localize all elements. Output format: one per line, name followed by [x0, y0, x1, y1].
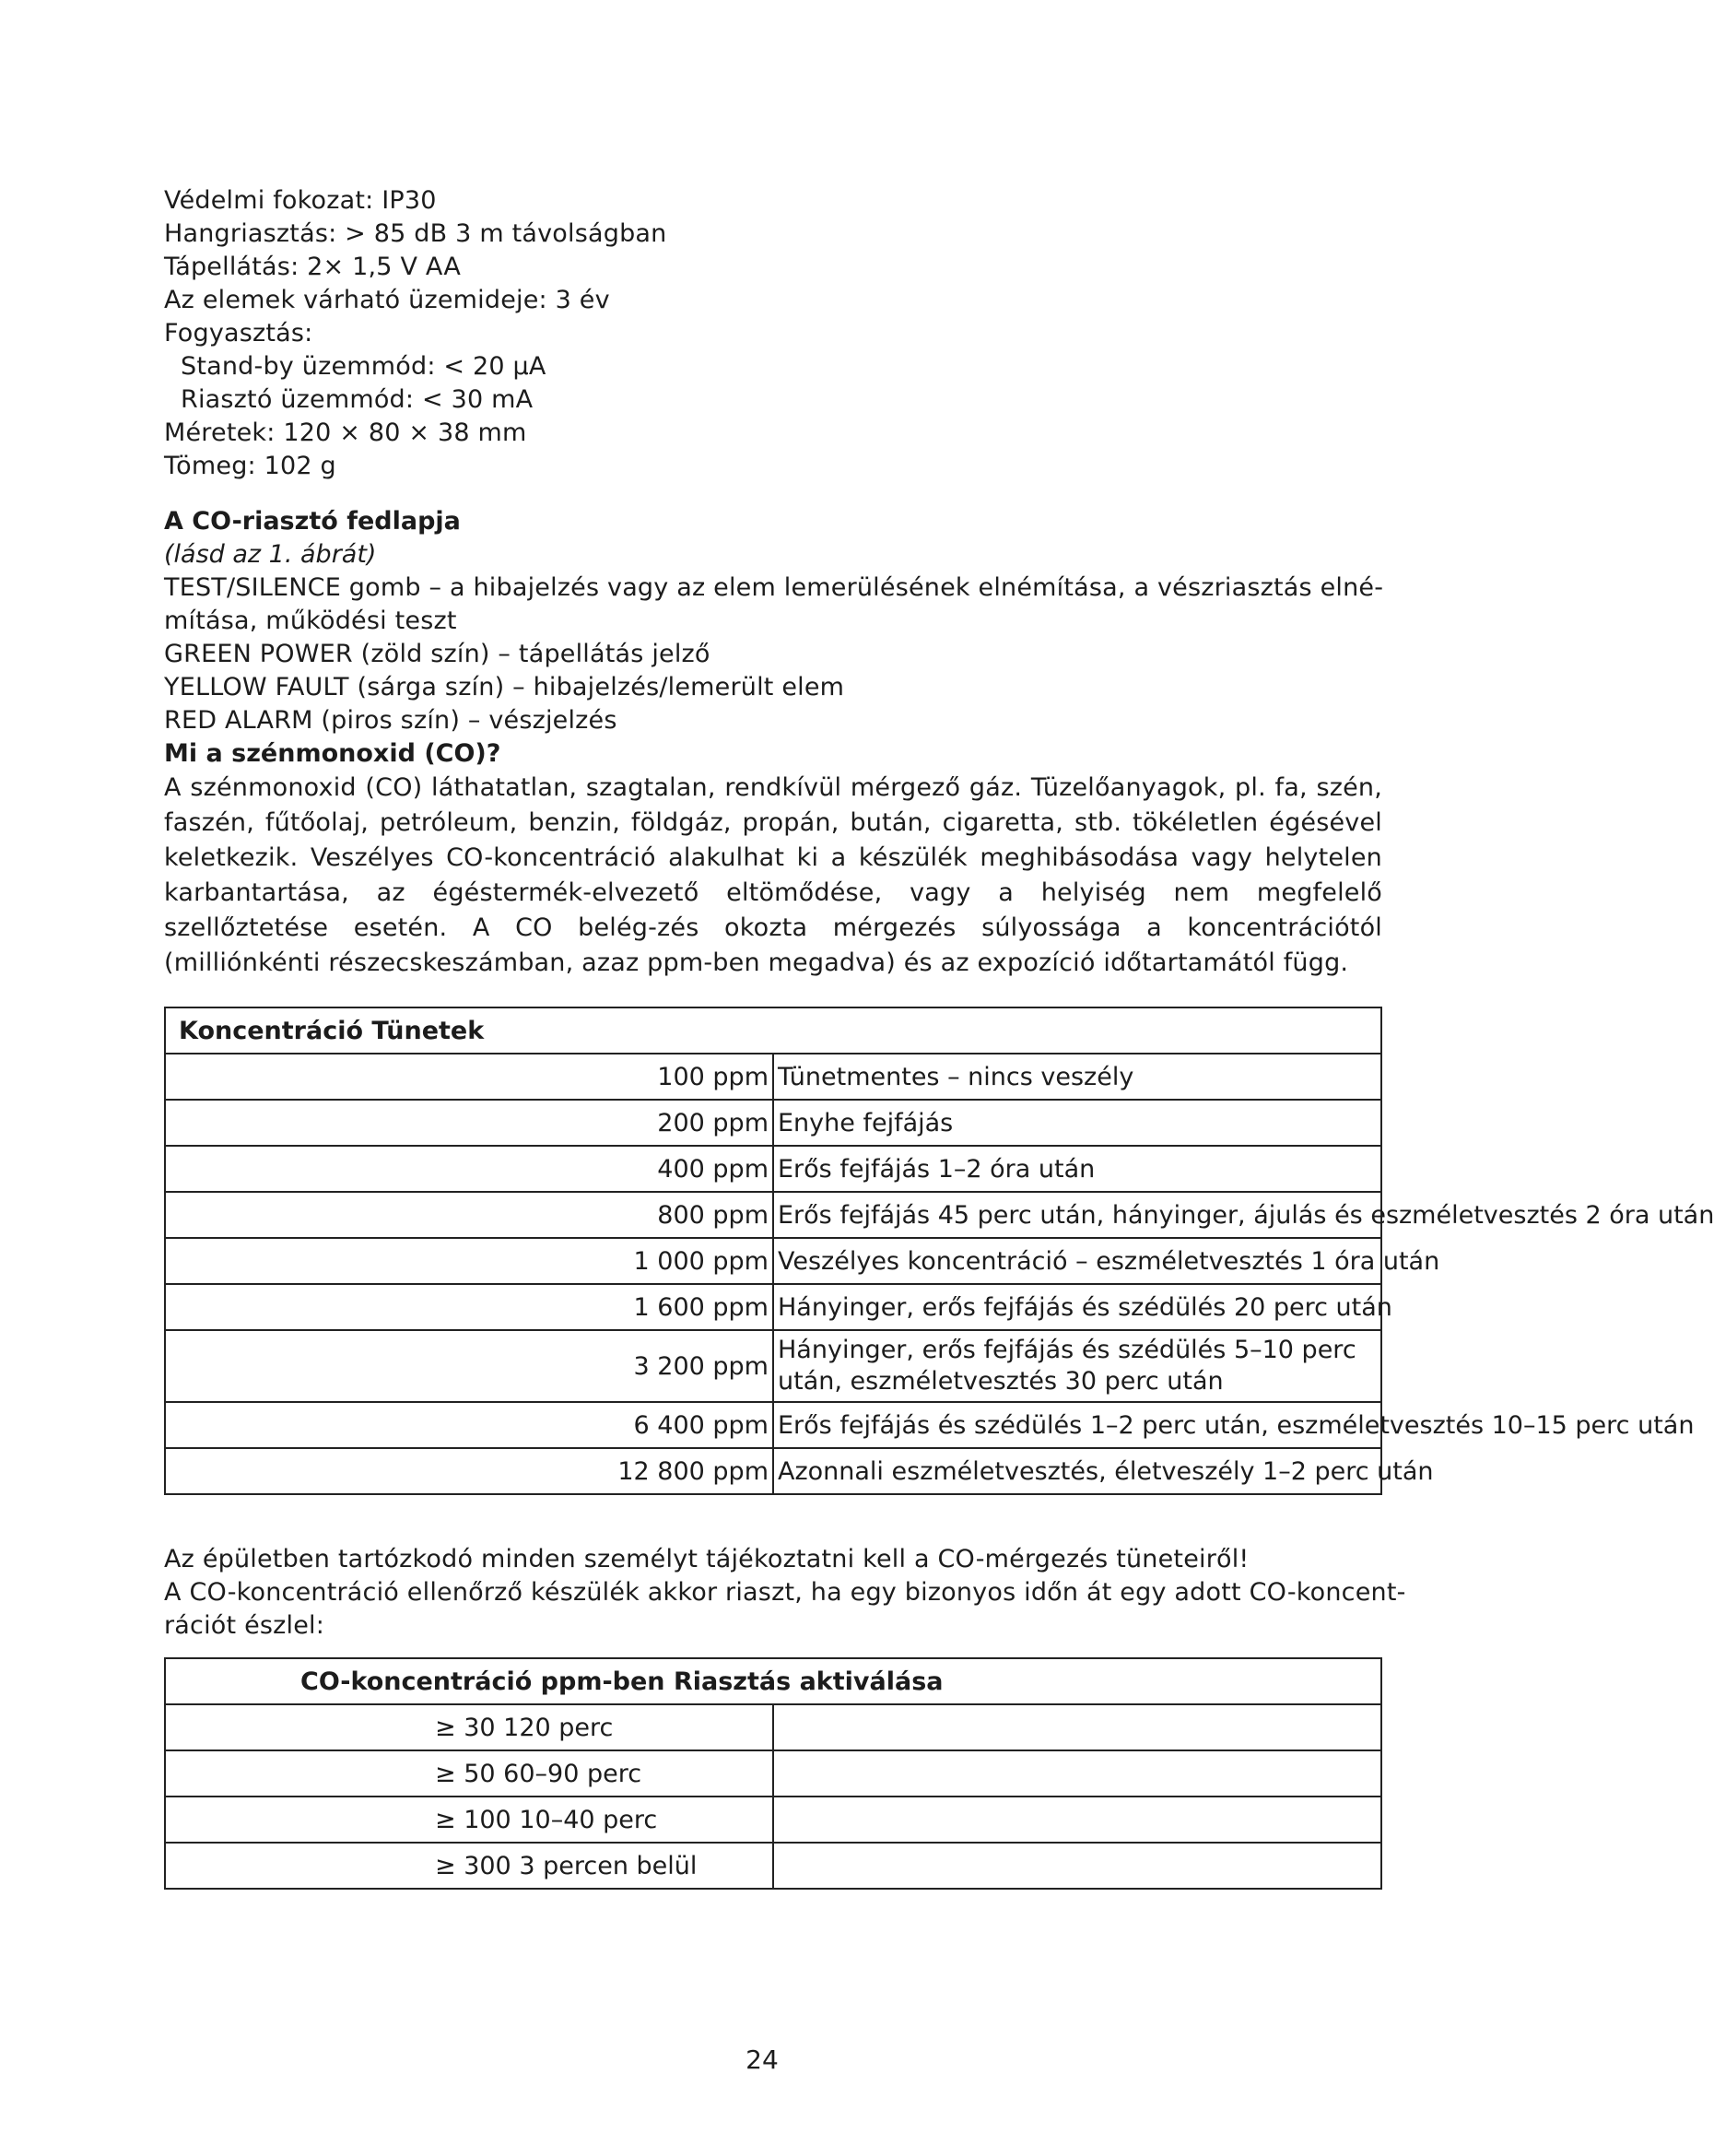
symptom-cell: Tünetmentes – nincs veszély	[773, 1054, 1381, 1100]
header-co-concentration: CO-koncentráció ppm-ben	[300, 1667, 665, 1696]
table-row	[165, 1238, 1381, 1284]
page-number: 24	[745, 2044, 779, 2075]
activation-time: 10–40 perc	[519, 1805, 658, 1834]
concentration-cell: 100 ppm	[165, 1054, 773, 1100]
concentration-cell: 1 000 ppm	[165, 1238, 773, 1284]
table-row	[165, 1146, 1381, 1192]
symptoms-table	[164, 1007, 1714, 1495]
spec-battery-life: Az elemek várható üzemideje: 3 év	[164, 286, 610, 314]
symptom-cell: Enyhe fejfájás	[773, 1100, 1381, 1146]
table-row	[165, 1448, 1381, 1494]
table-row	[165, 1100, 1381, 1146]
threshold-cell	[165, 1704, 773, 1750]
table-row	[165, 1750, 1381, 1797]
concentration-cell: 400 ppm	[165, 1146, 773, 1192]
threshold-value: ≥ 300	[435, 1851, 511, 1880]
threshold-cell	[165, 1797, 773, 1843]
concentration-cell: 3 200 ppm	[165, 1330, 773, 1402]
symptom-cell: Erős fejfájás 45 perc után, hányinger, ájulás és eszméletvesztés 2 óra után	[773, 1192, 1381, 1238]
panel-subheading: (lásd az 1. ábrát)	[164, 540, 377, 569]
threshold-value: ≥ 100	[435, 1805, 511, 1834]
alarm-text-line2: rációt észlel:	[164, 1611, 325, 1640]
symptom-cell: Erős fejfájás 1–2 óra után	[773, 1146, 1381, 1192]
empty-cell	[773, 1750, 1381, 1797]
panel-test-line1: TEST/SILENCE gomb – a hibajelzés vagy az elem lemerülésének elnémítása, a vészriasztás elné-	[164, 573, 1384, 602]
panel-yellow: YELLOW FAULT (sárga szín) – hibajelzés/lemerült elem	[164, 673, 845, 701]
threshold-cell	[165, 1750, 773, 1797]
panel-test-line2: mítása, működési teszt	[164, 607, 457, 635]
threshold-value: ≥ 50	[435, 1759, 496, 1788]
alarm-activation-table	[164, 1657, 1382, 1890]
specifications	[164, 184, 1382, 483]
concentration-cell: 800 ppm	[165, 1192, 773, 1238]
table-row	[165, 1797, 1381, 1843]
alarm-text-line1: A CO-koncentráció ellenőrző készülék akkor riaszt, ha egy bizonyos időn át egy adott CO-koncent-	[164, 1578, 1406, 1607]
table-row	[165, 1843, 1381, 1889]
header-concentration: Koncentráció	[179, 1016, 364, 1045]
empty-cell	[773, 1797, 1381, 1843]
symptom-cell: Hányinger, erős fejfájás és szédülés 5–10 perc után, eszméletvesztés 30 perc után	[773, 1330, 1381, 1402]
co-heading: Mi a szénmonoxid (CO)?	[164, 739, 501, 768]
table-row	[165, 1192, 1381, 1238]
panel-green: GREEN POWER (zöld szín) – tápellátás jelző	[164, 640, 710, 668]
panel-red: RED ALARM (piros szín) – vészjelzés	[164, 706, 617, 735]
spec-standby: Stand-by üzemmód: < 20 µA	[181, 352, 546, 381]
table-row	[165, 1402, 1381, 1448]
table-header-row	[165, 1007, 1381, 1054]
table-row	[165, 1284, 1381, 1330]
panel-heading: A CO-riasztó fedlapja	[164, 507, 461, 536]
spec-weight: Tömeg: 102 g	[164, 452, 336, 480]
concentration-cell: 6 400 ppm	[165, 1402, 773, 1448]
spec-power: Tápellátás: 2× 1,5 V AA	[164, 253, 461, 281]
spec-alarm-mode: Riasztó üzemmód: < 30 mA	[181, 385, 534, 414]
concentration-cell: 200 ppm	[165, 1100, 773, 1146]
spec-protection: Védelmi fokozat: IP30	[164, 186, 437, 215]
empty-cell	[773, 1704, 1381, 1750]
symptom-cell: Azonnali eszméletvesztés, életveszély 1–2 perc után	[773, 1448, 1381, 1494]
activation-time: 60–90 perc	[503, 1759, 642, 1788]
table-header-row	[165, 1658, 1381, 1704]
activation-time: 3 percen belül	[519, 1851, 698, 1880]
spec-consumption: Fogyasztás:	[164, 319, 313, 348]
symptom-cell: Veszélyes koncentráció – eszméletvesztés 1 óra után	[773, 1238, 1381, 1284]
symptoms-header	[165, 1007, 1381, 1054]
threshold-value: ≥ 30	[435, 1713, 496, 1742]
panel-section	[164, 505, 1382, 981]
spec-alarm-sound: Hangriasztás: > 85 dB 3 m távolságban	[164, 219, 667, 248]
after-table-text	[164, 1543, 1406, 1643]
warning-text: Az épületben tartózkodó minden személyt tájékoztatni kell a CO-mérgezés tüneteiről!	[164, 1545, 1250, 1573]
concentration-cell: 1 600 ppm	[165, 1284, 773, 1330]
spec-dimensions: Méretek: 120 × 80 × 38 mm	[164, 418, 527, 447]
table-row	[165, 1054, 1381, 1100]
concentration-cell: 12 800 ppm	[165, 1448, 773, 1494]
header-alarm-activation: Riasztás aktiválása	[673, 1667, 944, 1696]
table-row	[165, 1330, 1381, 1402]
co-paragraph: A szénmonoxid (CO) láthatatlan, szagtalan, rendkívül mérgező gáz. Tüzelőanyagok, pl. fa, szén, faszén, fűtőolaj, petróleum, benzin, földgáz, propán, bután, cigaretta, stb. tökéletlen égésével keletkezik. Veszélyes CO-koncentráció alakulhat ki a készülék meghibásodása vagy helytelen karbantartása, az égéstermék-elvezető eltömődése, vagy a helyiség nem megfelelő szellőztetése esetén. A CO belég-zés okozta mérgezés súlyossága a koncentrációtól (milliónkénti részecskeszámban, azaz ppm-ben megadva) és az expozíció időtartamától függ.	[164, 773, 1382, 977]
empty-cell	[773, 1843, 1381, 1889]
table-row	[165, 1704, 1381, 1750]
activation-header	[165, 1658, 1381, 1704]
activation-time: 120 perc	[503, 1713, 614, 1742]
symptom-cell: Hányinger, erős fejfájás és szédülés 20 perc után	[773, 1284, 1381, 1330]
symptom-cell: Erős fejfájás és szédülés 1–2 perc után, eszméletvesztés 10–15 perc után	[773, 1402, 1381, 1448]
header-symptoms: Tünetek	[371, 1016, 485, 1045]
threshold-cell	[165, 1843, 773, 1889]
